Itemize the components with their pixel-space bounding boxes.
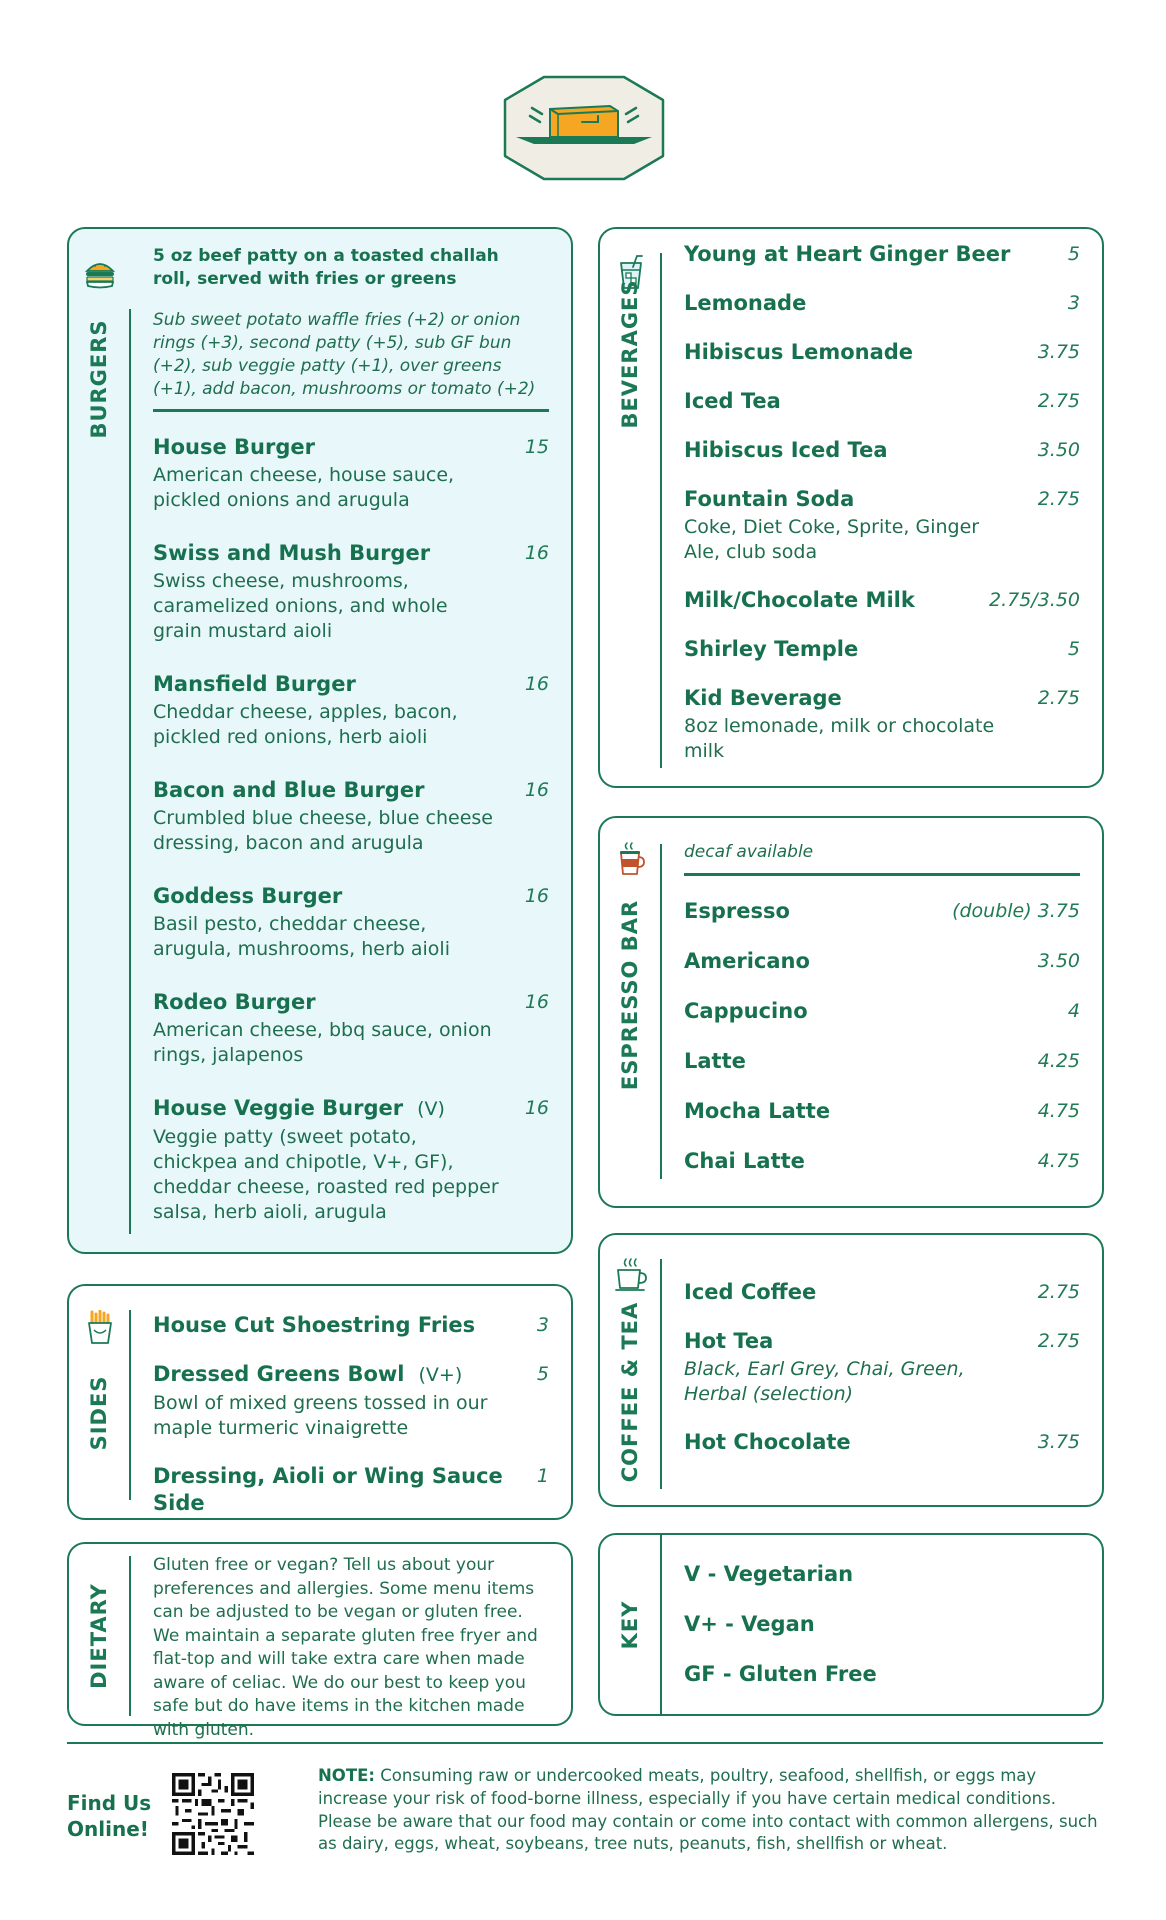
item-price: 16 [524, 884, 549, 907]
beverages-section [598, 227, 1104, 788]
sides-divider [129, 1310, 131, 1500]
menu-item [153, 434, 549, 513]
item-price: 16 [524, 672, 549, 695]
item-description: American cheese, bbq sauce, onion rings, jalapenos [153, 1018, 492, 1066]
item-name: Lemonade [684, 291, 807, 315]
menu-item [684, 1328, 1080, 1407]
espresso-divider [660, 844, 662, 1179]
note-text: Consuming raw or undercooked meats, poultry, seafood, shellfish, or eggs may increase your risk of food-borne illness, especially if you have certain medical conditions. Please be aware that our food may contain or come into contact with common allergens, such as dairy, eggs, wheat, soybeans, tree nuts, peanuts, fish, shellfish or wheat. [318, 1766, 1098, 1854]
item-description: Swiss cheese, mushrooms, caramelized onions, and whole grain mustard aioli [153, 569, 448, 642]
coffee-tea-divider [660, 1259, 662, 1489]
item-name: Dressing, Aioli or Wing Sauce Side [153, 1464, 503, 1515]
item-name: Milk/Chocolate Milk [684, 588, 915, 612]
item-price: 15 [524, 435, 549, 458]
item-price: 1 [536, 1465, 549, 1487]
burgers-options: Sub sweet potato waffle fries (+2) or onion rings (+3), second patty (+5), sub GF bun (+2), sub veggie patty (+1), over greens (+1), add bacon, mushrooms or tomato (+2) [153, 310, 536, 399]
menu-item [684, 1279, 1080, 1306]
key-section [598, 1533, 1104, 1716]
item-name: House Cut Shoestring Fries [153, 1313, 476, 1337]
menu-item [153, 777, 549, 856]
item-name: Bacon and Blue Burger [153, 777, 425, 802]
item-tag: (V+) [418, 1364, 463, 1386]
item-name: Iced Tea [684, 389, 781, 413]
key-item: V - Vegetarian [684, 1562, 854, 1586]
item-tag: (V) [417, 1097, 445, 1120]
item-name: Kid Beverage [684, 686, 842, 710]
item-name: Mocha Latte [684, 1098, 831, 1123]
menu-item [684, 388, 1080, 415]
menu-item [684, 685, 1080, 764]
espresso-bar-label: ESPRESSO BAR [618, 899, 642, 1091]
item-name: Cappucino [684, 998, 808, 1023]
butter-block-logo [502, 74, 666, 182]
item-price: 2.75 [1037, 488, 1080, 510]
item-price: 2.75/3.50 [988, 589, 1080, 611]
item-description: Black, Earl Grey, Chai, Green, Herbal (selection) [684, 1358, 965, 1405]
item-name: Hot Tea [684, 1329, 774, 1353]
item-price: 16 [524, 778, 549, 801]
sides-label: SIDES [87, 1375, 111, 1451]
coffee-tea-section [598, 1233, 1104, 1507]
item-price: 5 [1067, 243, 1080, 265]
menu-item [684, 339, 1080, 366]
menu-item [153, 883, 549, 962]
menu-item [153, 1463, 549, 1517]
item-price: 2.75 [1037, 1330, 1080, 1352]
item-description: 8oz lemonade, milk or chocolate milk [684, 715, 995, 762]
item-name: Young at Heart Ginger Beer [684, 242, 1011, 266]
menu-item [153, 1312, 549, 1339]
dietary-section [67, 1542, 573, 1740]
item-name: Iced Coffee [684, 1280, 817, 1304]
burgers-section [67, 227, 573, 1254]
item-price: 4.75 [1037, 1099, 1080, 1122]
item-name: Hibiscus Iced Tea [684, 438, 888, 462]
item-name: Latte [684, 1048, 746, 1073]
menu-item [684, 1098, 1080, 1125]
menu-item [684, 948, 1080, 975]
menu-item [153, 1361, 549, 1441]
menu-item [684, 587, 1080, 614]
item-price: 4 [1067, 999, 1080, 1022]
item-price: 3 [536, 1314, 549, 1336]
burgers-divider [129, 309, 131, 1234]
item-price: 16 [524, 990, 549, 1013]
item-name-text: Dressed Greens Bowl [153, 1362, 405, 1386]
item-price: 3 [1067, 292, 1080, 314]
menu-item [684, 290, 1080, 317]
item-description: Crumbled blue cheese, blue cheese dressing, bacon and arugula [153, 806, 493, 854]
item-description: Veggie patty (sweet potato, chickpea and chipotle, V+, GF), cheddar cheese, roasted red pepper salsa, herb aioli, arugula [153, 1125, 499, 1223]
item-description: Basil pesto, cheddar cheese, arugula, mushrooms, herb aioli [153, 912, 450, 960]
note-label: NOTE: [318, 1766, 375, 1785]
item-name [153, 1095, 549, 1123]
item-price: 4.75 [1037, 1149, 1080, 1172]
item-description: American cheese, house sauce, pickled onions and arugula [153, 463, 455, 511]
allergen-note [318, 1765, 1108, 1856]
item-name: Swiss and Mush Burger [153, 540, 431, 565]
menu-item [684, 437, 1080, 464]
item-price: 3.75 [1037, 1431, 1080, 1453]
beverages-label: BEVERAGES [618, 279, 642, 429]
find-us-line-1: Find Us [67, 1791, 152, 1815]
coffee-tea-label: COFFEE & TEA [618, 1301, 642, 1483]
menu-item [153, 989, 549, 1068]
item-name: House Burger [153, 434, 315, 459]
burger-icon [82, 255, 118, 291]
item-name: Hot Chocolate [684, 1430, 851, 1454]
burgers-label: BURGERS [87, 319, 111, 439]
item-description: Coke, Diet Coke, Sprite, Ginger Ale, club soda [684, 516, 980, 563]
item-price: 2.75 [1037, 1281, 1080, 1303]
key-divider [660, 1535, 662, 1716]
item-name: Fountain Soda [684, 487, 855, 511]
menu-item [684, 486, 1080, 565]
item-name: Shirley Temple [684, 637, 859, 661]
burgers-intro: 5 oz beef patty on a toasted challah roll, served with fries or greens [153, 246, 499, 289]
item-name: Espresso [684, 898, 790, 923]
item-price: 16 [524, 541, 549, 564]
key-item: GF - Gluten Free [684, 1662, 877, 1686]
item-description: Cheddar cheese, apples, bacon, pickled red onions, herb aioli [153, 700, 458, 748]
item-price: 5 [536, 1363, 549, 1385]
item-price: 5 [1067, 638, 1080, 660]
item-price: 16 [524, 1096, 549, 1119]
hot-mug-icon [613, 1257, 649, 1293]
item-name: Americano [684, 948, 810, 973]
latte-cup-icon [613, 842, 649, 878]
menu-item [153, 671, 549, 750]
item-price: (double) 3.75 [952, 899, 1080, 922]
key-item: V+ - Vegan [684, 1612, 815, 1636]
dietary-text: Gluten free or vegan? Tell us about your preferences and allergies. Some menu items can be adjusted to be vegan or gluten free. We maintain a separate gluten free fryer and flat-top and will take extra care when made aware of celiac. We do our best to keep you safe but do have items in the kitchen made with gluten. [153, 1555, 538, 1740]
item-name-text: House Veggie Burger [153, 1095, 404, 1120]
menu-item [684, 998, 1080, 1025]
menu-item [684, 1429, 1080, 1456]
espresso-rule [684, 873, 1080, 876]
menu-item [684, 1148, 1080, 1175]
beverages-divider [660, 253, 662, 768]
qr-code-icon[interactable] [172, 1773, 254, 1855]
item-name: Rodeo Burger [153, 989, 316, 1014]
item-price: 2.75 [1037, 687, 1080, 709]
find-us-line-2: Online! [67, 1817, 149, 1841]
menu-item [684, 241, 1080, 268]
item-name [153, 1361, 549, 1389]
menu-item [153, 1095, 549, 1225]
menu-item [153, 540, 549, 644]
item-price: 3.50 [1037, 949, 1080, 972]
burgers-rule [153, 409, 549, 412]
item-price: 2.75 [1037, 390, 1080, 412]
fries-icon [82, 1310, 118, 1346]
item-name: Mansfield Burger [153, 671, 356, 696]
menu-item [684, 636, 1080, 663]
footer-divider [67, 1742, 1103, 1744]
item-price: 4.25 [1037, 1049, 1080, 1072]
item-name: Chai Latte [684, 1148, 805, 1173]
key-label: KEY [618, 1600, 642, 1650]
item-price: 3.50 [1037, 439, 1080, 461]
dietary-label: DIETARY [87, 1583, 111, 1689]
sides-section [67, 1284, 573, 1520]
menu-item [684, 1048, 1080, 1075]
menu-item [684, 898, 1080, 925]
espresso-note: decaf available [684, 842, 814, 862]
find-us-label [67, 1790, 151, 1842]
dietary-divider [129, 1556, 131, 1716]
espresso-bar-section [598, 816, 1104, 1208]
item-description: Bowl of mixed greens tossed in our maple turmeric vinaigrette [153, 1392, 488, 1439]
item-name: Goddess Burger [153, 883, 343, 908]
item-name: Hibiscus Lemonade [684, 340, 914, 364]
item-price: 3.75 [1037, 341, 1080, 363]
